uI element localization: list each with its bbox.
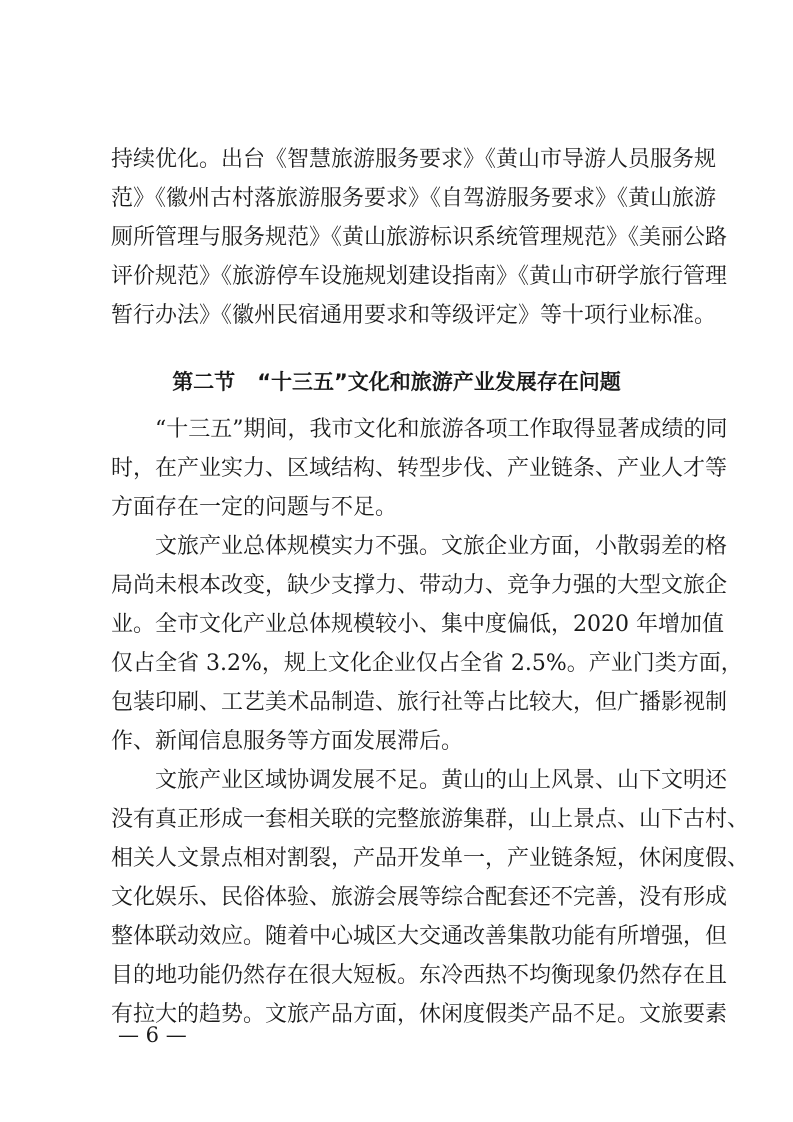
paragraph-line: 评价规范》《旅游停车设施规划建设指南》《黄山市研学旅行管理 <box>111 264 728 289</box>
paragraph-line: 文旅产业区域协调发展不足。黄山的山上风景、山下文明还 <box>155 768 728 793</box>
paragraph-line: 作、新闻信息服务等方面发展滞后。 <box>111 729 464 754</box>
paragraph-line: 文旅产业总体规模实力不强。文旅企业方面，小散弱差的格 <box>155 534 728 559</box>
paragraph-line: 文化娱乐、民俗体验、旅游会展等综合配套还不完善，没有形成 <box>111 885 728 910</box>
paragraph-line: 方面存在一定的问题与不足。 <box>111 495 398 520</box>
paragraph-line: 没有真正形成一套相关联的完整旅游集群，山上景点、山下古村、 <box>111 807 750 832</box>
section-heading <box>0 364 793 400</box>
paragraph-line: 时，在产业实力、区域结构、转型步伐、产业链条、产业人才等 <box>111 456 728 481</box>
section-number: 第二节 <box>172 370 236 394</box>
section-title: “十三五”文化和旅游产业发展存在问题 <box>257 370 621 394</box>
paragraph-line: 有拉大的趋势。文旅产品方面，休闲度假类产品不足。文旅要素 <box>111 1002 728 1027</box>
paragraph-line: 暂行办法》《徽州民宿通用要求和等级评定》等十项行业标准。 <box>111 303 717 328</box>
paragraph-line: 持续优化。出台《智慧旅游服务要求》《黄山市导游人员服务规 <box>111 147 717 172</box>
paragraph-line: 局尚未根本改变，缺少支撑力、带动力、竞争力强的大型文旅企 <box>111 573 728 598</box>
paragraph-line: 厕所管理与服务规范》《黄山旅游标识系统管理规范》《美丽公路 <box>111 225 728 250</box>
paragraph-line: 业。全市文化产业总体规模较小、集中度偏低，2020 年增加值 <box>111 612 724 637</box>
page-number: — 6 — <box>118 1023 187 1047</box>
paragraph-line: 目的地功能仍然存在很大短板。东冷西热不均衡现象仍然存在且 <box>111 963 728 988</box>
paragraph-line: 包装印刷、工艺美术品制造、旅行社等占比较大，但广播影视制 <box>111 690 728 715</box>
paragraph-line: 整体联动效应。随着中心城区大交通改善集散功能有所增强，但 <box>111 924 728 949</box>
paragraph-line: “十三五”期间，我市文化和旅游各项工作取得显著成绩的同 <box>155 417 728 442</box>
paragraph-line: 相关人文景点相对割裂，产品开发单一，产业链条短，休闲度假、 <box>111 846 750 871</box>
paragraph-line: 范》《徽州古村落旅游服务要求》《自驾游服务要求》《黄山旅游 <box>111 186 717 211</box>
paragraph-line: 仅占全省 3.2%，规上文化企业仅占全省 2.5%。产业门类方面， <box>111 651 743 676</box>
